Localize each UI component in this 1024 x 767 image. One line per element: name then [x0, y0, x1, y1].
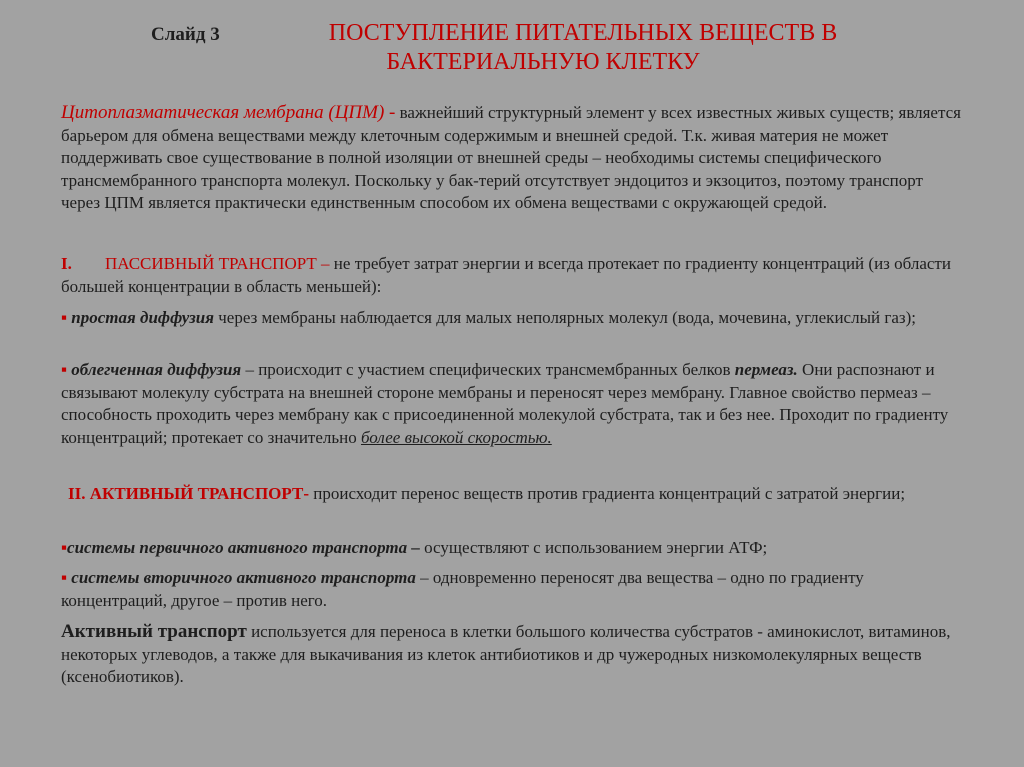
- facilitated-diffusion-term: облегченная диффузия: [71, 360, 242, 379]
- passive-transport-block: [61, 253, 961, 298]
- passive-heading: ПАССИВНЫЙ ТРАНСПОРТ –: [105, 254, 330, 273]
- facilitated-diffusion-block: [61, 359, 961, 449]
- intro-paragraph: [61, 102, 961, 215]
- primary-active-block: [61, 537, 961, 560]
- facilitated-text: – происходит с участием специфических трансмембранных белков: [245, 360, 731, 379]
- bullet-icon: ▪: [61, 308, 68, 327]
- secondary-term: системы вторичного активного транспорта: [71, 568, 416, 587]
- primary-term: системы первичного активного транспорта –: [67, 538, 420, 557]
- passive-text: не требует затрат энергии и всегда протекает по градиенту концентраций (из области большей концентрации в область меньшей):: [61, 254, 951, 296]
- intro-text: важнейший структурный элемент у всех известных живых существ; является барьером для обмена веществами между клеточным содержимым и внешней средой. Т.к. живая материя не может поддерживать свое существование в полной изоляции от внешней среды – необходимы системы специфического трансмембранного транспорта молекул. Поскольку у бак-терий отсутствует эндоцитоз и экзоцитоз, поэтому транспорт через ЦПМ является практически единственным способом их обмена веществами с окружающей средой.: [61, 103, 961, 212]
- active-transport-block: [61, 483, 961, 506]
- cpm-term: Цитоплазматическая мембрана (ЦПМ) -: [61, 102, 396, 123]
- bullet-icon: ▪: [61, 538, 68, 557]
- simple-diffusion-term: простая диффузия: [71, 308, 214, 327]
- active-heading: II. АКТИВНЫЙ ТРАНСПОРТ-: [68, 484, 309, 503]
- secondary-active-block: [61, 567, 961, 612]
- higher-speed-text: более высокой скоростью.: [360, 427, 552, 447]
- permease-term: пермеаз.: [734, 360, 798, 379]
- slide-title-line-1: ПОСТУПЛЕНИЕ ПИТАТЕЛЬНЫХ ВЕЩЕСТВ В: [328, 20, 838, 46]
- active-text: происходит перенос веществ против градиента концентраций с затратой энергии;: [313, 484, 906, 503]
- conclusion-term: Активный транспорт: [61, 621, 247, 642]
- bullet-icon: ▪: [61, 568, 68, 587]
- passive-number: I.: [61, 254, 72, 273]
- primary-text: осуществляют с использованием энергии АТФ;: [424, 538, 768, 557]
- conclusion-text: используется для переноса в клетки большого количества субстратов - аминокислот, витаминов, некоторых углеводов, а также для выкачивания из клеток антибиотиков и др чужеродных низкомолекулярных веществ (ксенобиотиков).: [61, 622, 951, 686]
- conclusion-paragraph: [61, 621, 961, 689]
- slide-number: Слайд 3: [151, 24, 220, 45]
- simple-diffusion-text: через мембраны наблюдается для малых неполярных молекул (вода, мочевина, углекислый газ);: [218, 308, 916, 327]
- secondary-text: – одновременно переносят два вещества – одно по градиенту концентраций, другое – против него.: [61, 568, 864, 610]
- slide-title-line-2: БАКТЕРИАЛЬНУЮ КЛЕТКУ: [386, 49, 700, 75]
- bullet-icon: ▪: [61, 360, 68, 379]
- simple-diffusion-block: [61, 307, 961, 330]
- facilitated-text-2: Они распознают и связывают молекулу субстрата на внешней стороне мембраны и переносят через мембрану. Главное свойство пермеаз – способность проходить через мембрану как с присоединенной молекулой субстрата, так и без нее. Проходит по градиенту концентраций; протекает со значительно: [61, 360, 949, 447]
